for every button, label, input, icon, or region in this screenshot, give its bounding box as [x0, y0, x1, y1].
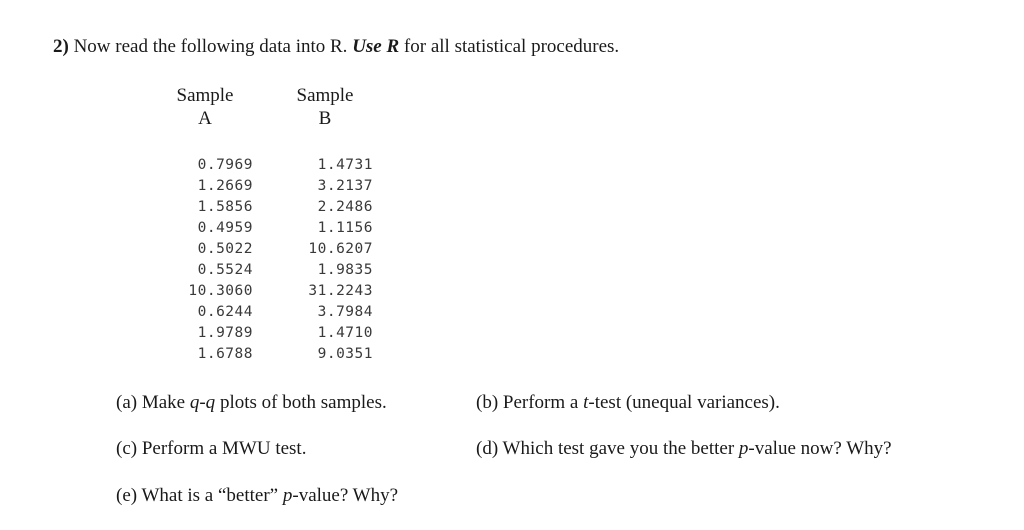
sample-b-value: 1.4731 [317, 157, 373, 173]
question-c [116, 438, 306, 460]
sample-a-value: 1.6788 [197, 346, 253, 362]
question-b-prefix: (b) Perform a [476, 392, 584, 413]
question-c-text: (c) Perform a MWU test. [116, 438, 307, 459]
column-header-sample-b [280, 84, 370, 130]
question-d-italic: p [738, 438, 749, 459]
sample-b-value: 3.2137 [317, 178, 373, 194]
problem-heading [53, 36, 619, 58]
column-header-b-line1: Sample [296, 85, 354, 106]
sample-b-values [308, 155, 373, 365]
column-header-a-line2: A [198, 108, 212, 129]
sample-a-value: 1.2669 [197, 178, 253, 194]
heading-text-2: for all statistical procedures. [399, 36, 620, 57]
sample-b-value: 2.2486 [317, 199, 373, 215]
column-header-b-line2: B [318, 108, 332, 129]
question-a [116, 392, 387, 414]
sample-b-value: 3.7984 [317, 304, 373, 320]
heading-text-1: Now read the following data into R. [68, 36, 353, 57]
sample-a-value: 0.5524 [197, 262, 253, 278]
heading-emphasis: Use R [352, 36, 400, 57]
question-e-italic: p [282, 485, 293, 506]
sample-a-value: 1.5856 [197, 199, 253, 215]
sample-b-value: 10.6207 [308, 241, 373, 257]
question-d-prefix: (d) Which test gave you the better [476, 438, 739, 459]
question-b [476, 392, 780, 414]
sample-a-value: 0.4959 [197, 220, 253, 236]
question-e-suffix: -value? Why? [292, 485, 399, 506]
question-b-italic: t [583, 392, 589, 413]
question-a-prefix: (a) Make [116, 392, 190, 413]
sample-b-value: 31.2243 [308, 283, 373, 299]
question-e [116, 485, 398, 507]
sample-a-value: 0.6244 [197, 304, 253, 320]
problem-number: 2) [53, 36, 69, 57]
sample-a-value: 1.9789 [197, 325, 253, 341]
column-header-sample-a [160, 84, 250, 130]
sample-a-value: 10.3060 [188, 283, 253, 299]
sample-b-value: 1.1156 [317, 220, 373, 236]
sample-a-value: 0.5022 [197, 241, 253, 257]
question-d [476, 438, 892, 460]
question-b-suffix: -test (unequal variances). [588, 392, 780, 413]
question-a-suffix: plots of both samples. [215, 392, 387, 413]
question-a-italic: q-q [189, 392, 216, 413]
sample-a-values [188, 155, 253, 365]
question-e-prefix: (e) What is a “better” [116, 485, 283, 506]
sample-b-value: 1.9835 [317, 262, 373, 278]
sample-a-value: 0.7969 [197, 157, 253, 173]
column-header-a-line1: Sample [176, 85, 234, 106]
sample-b-value: 9.0351 [317, 346, 373, 362]
question-d-suffix: -value now? Why? [748, 438, 892, 459]
sample-b-value: 1.4710 [317, 325, 373, 341]
